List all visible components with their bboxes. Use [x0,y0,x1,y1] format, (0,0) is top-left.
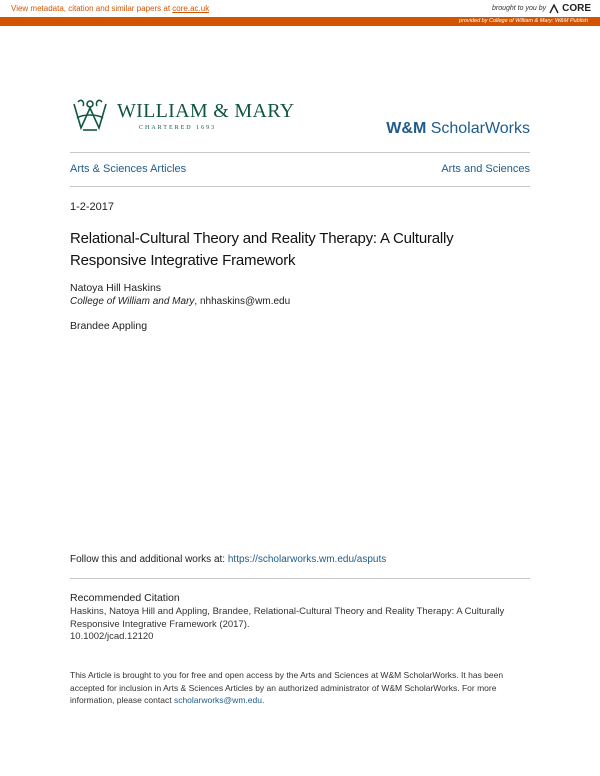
scholarworks-rest: ScholarWorks [426,120,530,137]
access-notice-end: . [261,695,265,705]
citation-body [70,606,530,644]
collection-link[interactable]: Arts & Sciences Articles [70,163,187,175]
core-logo-text[interactable]: CORE [562,3,591,14]
wm-name: WILLIAM & MARY [117,100,295,122]
affiliation-email: , nhhaskins@wm.edu [194,296,291,307]
brought-by-label: brought to you by [492,5,547,12]
core-banner [0,0,600,17]
citation-heading: Recommended Citation [70,592,180,604]
author-affiliation [70,296,290,307]
divider-citation [70,578,530,579]
provider-bar [0,17,600,26]
divider-nav [70,186,530,187]
contact-email-link[interactable]: scholarworks@wm.edu [173,695,262,705]
author-name: Natoya Hill Haskins [70,282,162,294]
article-title: Relational-Cultural Theory and Reality Therapy: A Culturally Responsive Integrative Framework [70,230,454,269]
publication-date: 1-2-2017 [70,201,115,213]
access-notice-text: This Article is brought to you for free and open access by the Arts and Sciences at W&M ScholarWorks. It has been accepted for inclusion in Arts & Sciences Articles by an authorized administrator of W&M ScholarWorks. For more information, please contact [70,670,504,705]
brought-to-you-by [492,3,591,14]
citation-line: Responsive Integrative Framework (2017). [70,618,250,630]
follow-url-link[interactable]: https://scholarworks.wm.edu/asputs [227,554,387,565]
wm-charter: CHARTERED 1693 [139,125,217,131]
core-link-text[interactable]: core.ac.uk [172,4,210,13]
william-mary-logo[interactable] [71,98,295,134]
core-metadata-link[interactable] [11,4,209,13]
follow-line [70,554,386,565]
core-link-prefix: View metadata, citation and similar papers at [11,4,173,13]
scholarworks-logo[interactable] [386,120,530,138]
scholarworks-bold: W&M [386,120,427,137]
follow-prefix: Follow this and additional works at: [70,554,228,565]
author-name: Brandee Appling [70,320,148,332]
citation-doi: 10.1002/jcad.12120 [70,631,154,642]
citation-line: Haskins, Natoya Hill and Appling, Brandee, Relational-Cultural Theory and Reality Therapy: A Culturally [70,606,505,617]
divider-top [70,152,530,153]
provided-by-text[interactable]: provided by College of William & Mary: W&M Publish [459,18,588,24]
access-notice [70,669,530,707]
core-logo-icon [549,4,559,14]
cypher-icon [71,98,109,134]
affiliation-institution: College of William and Mary [70,296,195,307]
department-link[interactable]: Arts and Sciences [441,163,530,175]
